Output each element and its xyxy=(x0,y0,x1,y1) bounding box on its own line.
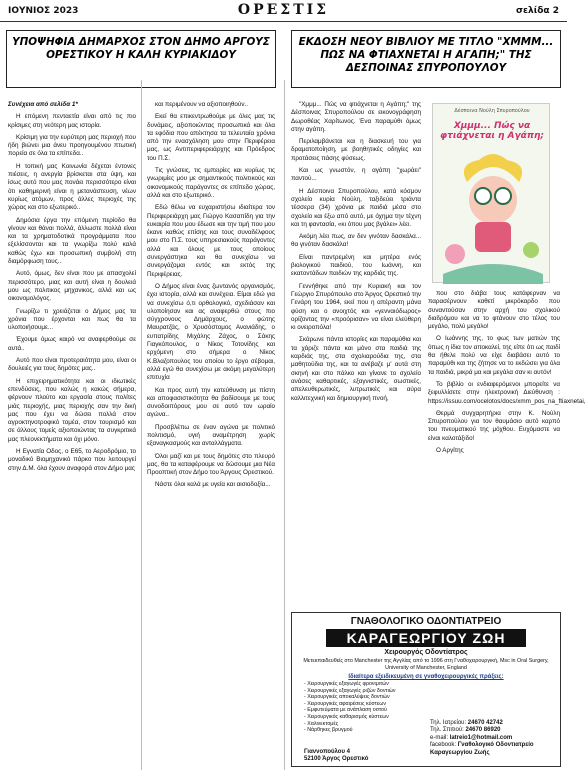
service-item: - Νάρθηκες βρυγμού xyxy=(304,727,353,734)
page-number: σελίδα 2 xyxy=(516,6,559,16)
service-item: - Χειρουργικές εξαγωγές φρονιμιτών xyxy=(304,681,389,687)
paragraph: Τις γνώσεις, τις εμπειρίες και κυρίως τις γνωριμίες μου με σημαντικούς πολιτικούς και οικονομικούς παράγοντες σε επίπεδο χώρας, αλλά και στο εξωτερικό.. xyxy=(147,167,275,199)
column-divider xyxy=(284,80,285,770)
contact-row xyxy=(430,727,560,734)
service-item: - Χειρουργικός καθαρισμός κύστεων xyxy=(304,713,389,720)
paragraph: και περιμένουν να αξιοποιηθούν.. xyxy=(155,101,248,108)
paragraph: Και προς αυτή την κατεύθυνση με πίστη και αποφασιστικότητα θα βαδίσουμε με τους συνοδοιπόρους μου σε αυτό τον ωραίο αγώνα.. xyxy=(147,386,275,419)
paragraph: "Χμμμ... Πώς να φτιάχνεται η Αγάπη;" της Δέσποινας Σπυροπούλου σε εικονογράφηση Δωροθέας Χαρίτωνος. Ένα παραμύθι όμως στην αγάπη. xyxy=(291,101,421,133)
paragraph: Κρίσιμη για την ευρύτερη μας περιοχή που ήδη βιώνει μια άνευ προηγουμένου πτωτική πορεία σε όλα τα επίπεδα.. xyxy=(8,133,136,158)
paragraph: Έχουμε όμως καιρό να αναφερθούμε σε αυτά.. xyxy=(8,336,136,352)
paragraph: Η Εγνατία Οδος, ο Ε65, το Αεροδρόμιο, το μοναδικό Βιομηχανικό πάρκο που λειτουργεί στην Δ.Μ. όλα έχουν αναφορά στον Δήμο μας xyxy=(8,447,136,472)
book-cover-image xyxy=(432,103,550,283)
paragraph: Ο Αργίτης xyxy=(436,447,464,455)
paragraph: Θερμά συγχαρητήρια στην Κ. Νούλη Σπυροπούλου για τον θαυμάσιο αυτό καρπό του πνευματικού της μόχθου. Ευχόμαστε να είναι καλοτάξιδο! xyxy=(428,409,560,442)
contact-label: Τηλ. Σπιτιού: xyxy=(430,727,466,734)
service-item: - Χαλινεκτομές xyxy=(304,720,339,727)
contact-row xyxy=(430,720,560,727)
right-article-column-1 xyxy=(291,101,421,606)
paragraph: Γνωρίζω τι χρειάζεται ο Δήμος μας τα χρόνια που έρχονται και πως θα τα υλοποιήσουμε... xyxy=(8,307,136,332)
paragraph: Η τοπική μας Κοινωνία δέχεται έντονες πιέσεις, η ανεργία βρίσκεται στα ύψη, και ίσως αυτό που μας πονάει περισσότερο είναι ότι καθημερινή είναι η μετανάστευση, νέων κυρίως ατόμων, προς άλλες περιοχές της χώρας και στο εξωτερικό.. xyxy=(8,162,136,212)
contact-row xyxy=(430,742,560,757)
service-item: - Χειρουργικές αφαιρέσεις κύστεων xyxy=(304,700,387,707)
paragraph: Ο Ιωάννης της, το φως των ματιών της όπως η ίδια τον αποκαλεί, της είπε ότι ως παιδί θα ήθελε πολύ να είχε διαβάσει αυτό το παραμύθι και της ζήτησε να το εκδώσει για όλα τα παιδιά, μικρά μα και μεγάλα σαν κι αυτόν! xyxy=(428,335,560,376)
ad-name: ΚΑΡΑΓΕΩΡΓΙΟΥ ΖΩΗ xyxy=(326,629,526,647)
ad-address: Γιαννοπούλου 4 52100 Άργος Ορεστικό xyxy=(304,749,369,763)
contact-label: e-mail: xyxy=(430,734,450,741)
paragraph: που στο διάβα τους κατάφερναν να παρασέρνουν καθετί μικρόκαρδο που συναντούσαν στην αρχή του σχολικού διαδρόμου και να το φτάνουν στο τέλος του μεγάλο, πολύ μεγάλο! xyxy=(428,290,560,331)
book-author: Δέσποινα Νούλη Σπυροπούλου xyxy=(454,108,530,114)
right-article-title: ΕΚΔΟΣΗ ΝΕΟΥ ΒΙΒΛΙΟΥ ΜΕ ΤΙΤΛΟ "ΧΜΜΜ... ΠΩΣ ΝΑ ΦΤΙΑΧΝΕΤΑΙ Η ΑΓΑΠΗ;" ΤΗΣ ΔΕΣΠΟΙΝΑΣ ΣΠΥΡΟΠΟΥΛΟΥ xyxy=(291,30,561,88)
paragraph: Η Δέσποινα Σπυροπούλου, κατά κόσμον σχολείο κυρία Νούλη, ταξιδεύει τριάντα τέσσερα (34) χρόνια με παιδιά μέσα στο σχολείο και έξω από αυτό, με όχημα την τέχνη και τη φαντασία, «κι όπου μας βγάλει» λέει. xyxy=(291,187,421,228)
contact-value: 24670 86920 xyxy=(465,727,501,734)
ad-special-heading: Ιδιαίτερα εξειδικευμένη σε γναθοχειρουργικές πράξεις: xyxy=(348,674,504,680)
paragraph: Εδώ θέλω να ευχαριστήσω ιδιαίτερα τον Περιφερειάρχη μας Γιώργο Κασαπίδη για την ευκαιρία που μου έδωσε και την τιμή που μου έκανε καθώς επίσης και τους συναδέλφους μου στο Π.Σ. τους υπηρεσιακούς παράγοντες αλλά και όλους με τους οποίους συνεργάστηκα και θα συνεχίσω να συνεργάζομαι εντός και εκτός της Περιφέρειας. xyxy=(147,204,275,278)
paragraph: Όλοι μαζί και με τους δημότες στο πλευρό μας, θα τα καταφέρουμε να δώσουμε μια Νέα Προοπτική στον Δήμο του Άργους Ορεστικού. xyxy=(147,452,275,477)
contact-value: 24670 42742 xyxy=(467,720,503,726)
left-article-column-2 xyxy=(147,101,275,769)
contact-value: latreio1@hotmail.com xyxy=(449,734,513,741)
service-item: - Χειρουργικές αποκαλύψεις δοντιών xyxy=(304,694,390,701)
paragraph: Ακόμη λέει πως, αν δεν γινόταν δασκάλα... θα γινόταν δασκάλα! xyxy=(291,233,421,249)
paragraph: Σκάρωνε πάντα ιστορίες και παραμύθια και τα χάριζε πάντα και μόνο στα παιδιά της καρδιάς της, στα σχολιαρούδια της, στα μαθητούδια της, και τα ανέβαζε μ' αυτά στη σκηνή και στο πάλκο και γίνανε το σχολείο ανάσες καθαρτικές, εξαγνιστικές, σωστικές, απελευθερωτικές, λυτρωτικές και αύρα καλλιτεχνική και δημιουργική πνοή, xyxy=(291,336,421,402)
ad-bio: Μετεκπαιδευθείς στο Manchester της Αγγλίας από το 1996 στη Γναθοχειρουργική, Msc in Oral Surgery, University of Manchester, England xyxy=(303,658,549,671)
issue-date: ΙΟΥΝΙΟΣ 2023 xyxy=(8,6,79,16)
column-divider xyxy=(141,80,142,770)
paragraph: Αυτό που είναι προτεραιότητα μου, είναι οι δουλειές για τους δημότες μας.. xyxy=(8,357,136,373)
contact-row xyxy=(430,735,560,742)
paragraph: Η επόμενη πενταετία είναι από τις πιο κρίσιμες στη νεότερη μας ιστορία. xyxy=(8,113,136,129)
paragraph: Προσβλέπω σε έναν αγώνα με πολιτικό πολιτισμό, υγιή αναμέτρηση χωρίς εξαναγκασμούς και ανταλλάγματα. xyxy=(147,423,275,448)
page-header xyxy=(0,0,567,22)
ad-heading: ΓΝΑΘΟΛΟΓΙΚΟ ΟΔΟΝΤΙΑΤΡΕΙΟ xyxy=(350,616,502,627)
masthead: ΟΡΕΣΤΙΣ xyxy=(237,2,330,18)
paragraph: Συνέχεια από σελίδα 1* xyxy=(8,101,78,108)
paragraph: Είναι παντρεμένη και μητέρα ενός βιολογικού παιδιού, του Ιωάννη, και εκατοντάδων παιδιών της καρδιάς της. xyxy=(291,253,421,278)
contact-value: Γναθολογικό Οδοντιατρείο Καραγεωργίου Ζωής xyxy=(430,742,534,756)
right-article-column-2 xyxy=(428,290,586,608)
paragraph: Γεννήθηκε από την Κυριακή και τον Γεώργιο Σπυρόπουλο στο Άργος Ορεστικό την Γενάρη του 1964, εκεί που η απέραντη μάνα φύση και ο ανοιχτός και «γενναιόδωρος» ορίζοντας την «προόρισαν» να είναι ελεύθερη κι ονειροπόλα! xyxy=(291,282,421,332)
paragraph: Ο Δήμος είναι ένας ζωντανός οργανισμός, έχει ιστορία, αλλά και συνέχεια. Είμαι εδώ για να συνεχίσω ό,τι ορθολογικό, σχεδιάσαν και υλοποίησαν και ας αναφερθώ στους πιο σύγχρονους Δημάρχους, ο φώτης Μαυρατζάς, ο Χρυσόστομος Ανανιάδης, ο ευπατρίδης Μιχάλης Ζάχος, ο Σάκης Γιαγκόπουλος, ο Νίκος Τοτονίδης και ερχόμενη στο σήμερα ο Νίκος Κ.Βλαζοπουλος του οποίου το έργο σέβομαι, αλλά εγώ θα συνεχίσω με ακόμη μεγαλύτερη επιτυχία xyxy=(147,282,275,382)
service-item: - Χειρουργικές εξαγωγές ριζών δοντιών xyxy=(304,687,396,694)
ad-subtitle: Χειρουργός Οδοντίατρος xyxy=(384,649,468,656)
paragraph: Εκεί θα επικεντρωθούμε με όλες μας τις δυνάμεις, αξιοποιώντας προσωπικά και όλα τα εφόδια που απέκτησα τα τελευταία χρόνια από την ενασχόληση μου στην Περιφέρεια μας, ως Αντιπεριφερειάρχης και Πρόεδρος του Π.Σ. xyxy=(147,113,275,162)
paragraph: Περιλαμβάνεται και η διασκευή του για δραματοποίηση, με βοηθητικές οδηγίες και προτάσεις πάσης φύσεως. xyxy=(291,138,421,162)
left-article-title: ΥΠΟΨΗΦΙΑ ΔΗΜΑΡΧΟΣ ΣΤΟΝ ΔΗΜΟ ΑΡΓΟΥΣ ΟΡΕΣΤΙΚΟΥ Η ΚΑΛΗ ΚΥΡΙΑΚΙΔΟΥ xyxy=(6,30,276,88)
ad-contacts xyxy=(430,720,560,757)
paragraph: Το βιβλίο οι ενδιαφερόμενοι μπορείτε να ξεφυλλίσετε στην ηλεκτρονική Διεύθυνση : https://issuu.com/ocelotos/docs/xmm_pos_na_ftiaxnetai, xyxy=(428,380,586,405)
left-article-column-1 xyxy=(8,101,136,769)
paragraph: Δημόσια έργα την επόμενη περίοδο θα γίνουν και θάναι πολλά, άλλωστε πολλά είναι και τα χρηματοδοτικά προγράμματα που εξελίσσονται και τα γνωρίζω πολύ καλά καθώς έχω και προσωπική συμβολή στη διαμόρφωση τους.. xyxy=(8,216,136,266)
paragraph: Νάστε όλοι καλά με υγεία και αισιοδοξία... xyxy=(155,481,271,489)
contact-label: facebook: xyxy=(430,742,458,749)
service-item: - Εμφυτεύματα με ανάπλαση οστού xyxy=(304,707,387,714)
paragraph: Και ως γνωστόν, η αγάπη "χωράει" παντού... xyxy=(291,167,421,183)
contact-label: Τηλ. Ιατρείου: xyxy=(430,720,468,726)
paragraph: Αυτό, όμως, δεν είναι που με απασχολεί περισσότερο, μιας και αυτή είναι η δουλειά μου ως πολιτικος μηχανικος, αλλά και ως οικονομολόγος. xyxy=(8,270,136,303)
book-title: Χμμμ... Πώς να φτιάχνεται η Αγάπη; xyxy=(440,121,544,141)
book-illustration xyxy=(433,104,551,284)
paragraph: Η επιχειρηματικότητα και οι ιδιωτικές επενδύσεις, που καλώς η κακώς σήμερα, φέρνουν πλούτο και εργασία στους πολίτες μιάς περιοχής, μιας περιοχής σαν την δική μας που έχει να δώσει πολλά στον αγροκτηνοτροφικό τομέα, στον τουρισμό και σε άλλους τομείς αξιοποιώντας τα συγκριτικά μας πλεονεκτήματα και όχι μόνο. xyxy=(8,377,136,443)
dentist-advertisement xyxy=(291,612,561,767)
